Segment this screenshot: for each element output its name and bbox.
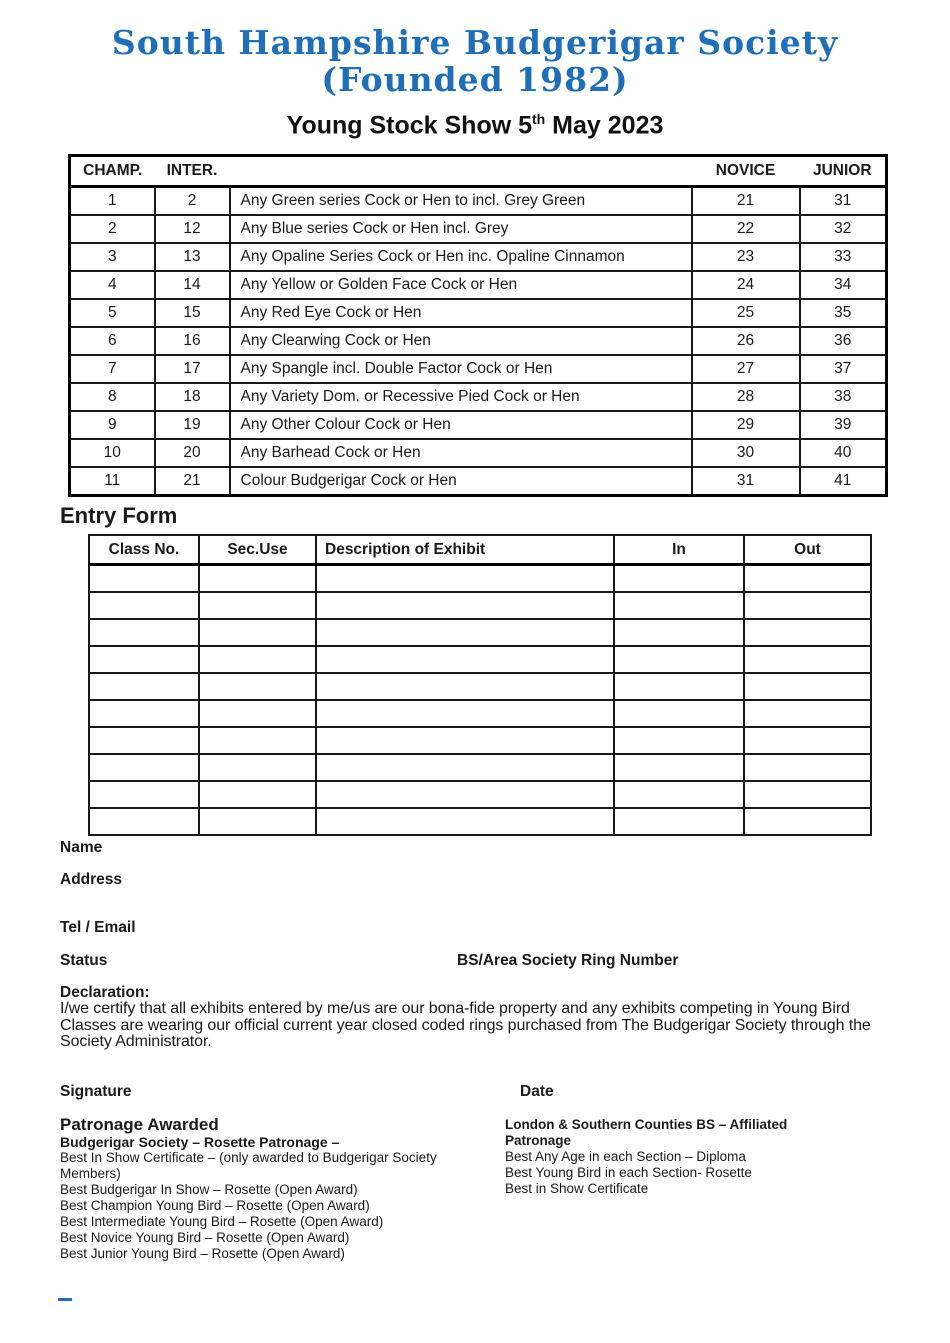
class-cell-description: Any Other Colour Cock or Hen <box>230 411 692 439</box>
show-title-suffix: May 2023 <box>545 111 664 140</box>
class-cell-junior: 31 <box>800 187 887 216</box>
class-cell-novice: 28 <box>692 383 800 411</box>
class-cell-description: Any Yellow or Golden Face Cock or Hen <box>230 271 692 299</box>
show-title <box>60 105 890 139</box>
patronage-item: Best in Show Certificate <box>505 1180 649 1196</box>
class-cell-description: Any Green series Cock or Hen to incl. Grey Green <box>230 187 692 216</box>
show-title-prefix: Young Stock Show 5 <box>286 111 533 140</box>
class-cell-inter: 20 <box>155 439 230 467</box>
class-cell-inter: 15 <box>155 299 230 327</box>
entry-row <box>89 673 871 700</box>
entry-cell[interactable] <box>614 727 744 754</box>
entry-cell[interactable] <box>744 754 871 781</box>
lscbs-patronage-heading: London & Southern Counties BS – Affiliated Patronage <box>505 1116 788 1148</box>
class-cell-junior: 35 <box>800 299 887 327</box>
class-cell-junior: 34 <box>800 271 887 299</box>
entry-cell[interactable] <box>614 808 744 835</box>
entry-row <box>89 754 871 781</box>
entry-cell[interactable] <box>89 673 199 700</box>
bs-rosette-patronage-subheading: Budgerigar Society – Rosette Patronage – <box>60 1133 340 1150</box>
entry-cell[interactable] <box>199 754 316 781</box>
class-cell-junior: 41 <box>800 467 887 496</box>
entry-cell[interactable] <box>316 781 614 808</box>
entry-table-header-row <box>89 535 871 565</box>
date-field-label: Date <box>520 1082 554 1100</box>
patronage-item: Best In Show Certificate – (only awarded to Budgerigar Society Members) <box>60 1149 437 1181</box>
society-title-line1: South Hampshire Budgerigar Society <box>111 23 839 62</box>
patronage-awarded-heading: Patronage Awarded <box>60 1114 219 1134</box>
class-cell-description: Any Clearwing Cock or Hen <box>230 327 692 355</box>
class-cell-inter: 2 <box>155 187 230 216</box>
col-header-description <box>230 156 692 187</box>
class-row <box>70 187 887 216</box>
class-row <box>70 411 887 439</box>
declaration-heading: Declaration: <box>60 984 150 1002</box>
entry-cell[interactable] <box>199 565 316 593</box>
col-header-inter: INTER. <box>166 162 218 180</box>
class-cell-champ: 7 <box>70 355 155 383</box>
society-title-line2: (Founded 1982) <box>321 60 629 99</box>
class-cell-junior: 40 <box>800 439 887 467</box>
entry-cell[interactable] <box>89 592 199 619</box>
entry-cell[interactable] <box>316 565 614 593</box>
class-table-header-row <box>70 156 887 187</box>
class-cell-champ: 6 <box>70 327 155 355</box>
entry-col-header: Class No. <box>89 535 199 565</box>
class-cell-junior: 38 <box>800 383 887 411</box>
patronage-item: Best Young Bird in each Section- Rosette <box>505 1164 752 1180</box>
class-cell-inter: 16 <box>155 327 230 355</box>
entry-cell[interactable] <box>89 808 199 835</box>
entry-cell[interactable] <box>199 781 316 808</box>
patronage-item: Best Any Age in each Section – Diploma <box>505 1148 746 1164</box>
class-schedule-table <box>68 154 888 497</box>
col-header-champ: CHAMP. <box>83 162 143 180</box>
lscbs-patronage-list <box>505 1149 845 1197</box>
class-cell-description: Colour Budgerigar Cock or Hen <box>230 467 692 496</box>
declaration-body: I/we certify that all exhibits entered by me/us are our bona-fide property and any exhibits competing in Young Bird Classes are wearing our official current year closed coded rings purchased from The Budgerigar Society through the Society Administrator. <box>60 1000 871 1051</box>
entry-row <box>89 565 871 593</box>
class-cell-inter: 18 <box>155 383 230 411</box>
entry-cell[interactable] <box>316 754 614 781</box>
entry-cell[interactable] <box>744 646 871 673</box>
class-cell-champ: 2 <box>70 215 155 243</box>
entry-row <box>89 700 871 727</box>
class-cell-novice: 29 <box>692 411 800 439</box>
entry-form-heading: Entry Form <box>60 503 178 529</box>
entry-cell[interactable] <box>199 673 316 700</box>
entry-row <box>89 781 871 808</box>
class-cell-novice: 26 <box>692 327 800 355</box>
patronage-item: Best Champion Young Bird – Rosette (Open Award) <box>60 1197 370 1213</box>
document-header <box>60 24 890 139</box>
entry-cell[interactable] <box>199 700 316 727</box>
class-cell-inter: 17 <box>155 355 230 383</box>
entry-cell[interactable] <box>744 673 871 700</box>
class-cell-junior: 36 <box>800 327 887 355</box>
class-cell-description: Any Barhead Cock or Hen <box>230 439 692 467</box>
class-cell-junior: 39 <box>800 411 887 439</box>
entry-cell[interactable] <box>614 754 744 781</box>
class-cell-novice: 21 <box>692 187 800 216</box>
entry-cell[interactable] <box>199 646 316 673</box>
bs-patronage-list <box>60 1150 445 1262</box>
entry-cell[interactable] <box>199 592 316 619</box>
patronage-left-column <box>60 1115 505 1262</box>
class-row <box>70 355 887 383</box>
class-row <box>70 299 887 327</box>
class-cell-champ: 3 <box>70 243 155 271</box>
entry-cell[interactable] <box>316 700 614 727</box>
ring-number-field-label: BS/Area Society Ring Number <box>457 952 679 970</box>
class-row <box>70 327 887 355</box>
entry-cell[interactable] <box>89 781 199 808</box>
class-cell-inter: 12 <box>155 215 230 243</box>
name-field-label: Name <box>60 839 103 857</box>
class-cell-champ: 5 <box>70 299 155 327</box>
tel-email-field-label: Tel / Email <box>60 919 136 937</box>
signature-row <box>60 1083 890 1102</box>
entry-cell[interactable] <box>744 565 871 593</box>
entry-cell[interactable] <box>316 727 614 754</box>
entry-cell[interactable] <box>744 727 871 754</box>
entry-cell[interactable] <box>89 700 199 727</box>
class-row <box>70 271 887 299</box>
entry-col-header: In <box>614 535 744 565</box>
class-cell-champ: 4 <box>70 271 155 299</box>
class-cell-description: Any Blue series Cock or Hen incl. Grey <box>230 215 692 243</box>
entry-cell[interactable] <box>89 727 199 754</box>
class-cell-novice: 22 <box>692 215 800 243</box>
class-cell-inter: 21 <box>155 467 230 496</box>
class-cell-description: Any Opaline Series Cock or Hen inc. Opaline Cinnamon <box>230 243 692 271</box>
status-field-label: Status <box>60 952 108 970</box>
class-cell-description: Any Spangle incl. Double Factor Cock or Hen <box>230 355 692 383</box>
entry-col-header: Out <box>744 535 871 565</box>
entry-row <box>89 592 871 619</box>
patronage-item: Best Budgerigar In Show – Rosette (Open Award) <box>60 1181 358 1197</box>
class-cell-junior: 32 <box>800 215 887 243</box>
signature-field-label: Signature <box>60 1082 132 1100</box>
address-field-label: Address <box>60 871 123 889</box>
show-title-ordinal: th <box>532 111 546 127</box>
entry-cell[interactable] <box>744 700 871 727</box>
entry-row <box>89 646 871 673</box>
entry-cell[interactable] <box>316 808 614 835</box>
entry-cell[interactable] <box>89 619 199 646</box>
class-cell-novice: 25 <box>692 299 800 327</box>
entry-cell[interactable] <box>614 646 744 673</box>
entry-cell[interactable] <box>199 727 316 754</box>
class-cell-inter: 19 <box>155 411 230 439</box>
entry-row <box>89 727 871 754</box>
class-row <box>70 215 887 243</box>
entry-cell[interactable] <box>316 673 614 700</box>
class-cell-junior: 33 <box>800 243 887 271</box>
entry-cell[interactable] <box>199 619 316 646</box>
class-cell-junior: 37 <box>800 355 887 383</box>
class-cell-novice: 24 <box>692 271 800 299</box>
class-cell-inter: 14 <box>155 271 230 299</box>
patronage-item: Best Junior Young Bird – Rosette (Open Award) <box>60 1245 345 1261</box>
class-row <box>70 383 887 411</box>
status-row <box>60 952 890 970</box>
patronage-section <box>60 1115 890 1262</box>
entry-cell[interactable] <box>614 565 744 593</box>
patronage-item: Best Novice Young Bird – Rosette (Open Award) <box>60 1229 350 1245</box>
entry-cell[interactable] <box>316 592 614 619</box>
class-row <box>70 243 887 271</box>
entry-cell[interactable] <box>614 781 744 808</box>
entry-cell[interactable] <box>89 565 199 593</box>
class-cell-champ: 1 <box>70 187 155 216</box>
col-header-novice: NOVICE <box>715 162 776 180</box>
class-row <box>70 467 887 496</box>
class-cell-inter: 13 <box>155 243 230 271</box>
entry-cell[interactable] <box>744 781 871 808</box>
entry-cell[interactable] <box>199 808 316 835</box>
class-row <box>70 439 887 467</box>
entry-cell[interactable] <box>744 619 871 646</box>
class-cell-novice: 23 <box>692 243 800 271</box>
entry-cell[interactable] <box>89 754 199 781</box>
col-header-junior: JUNIOR <box>812 162 872 180</box>
entry-cell[interactable] <box>614 700 744 727</box>
entry-form-table <box>88 534 872 836</box>
class-cell-champ: 10 <box>70 439 155 467</box>
entry-col-header: Description of Exhibit <box>316 535 614 565</box>
class-cell-champ: 9 <box>70 411 155 439</box>
class-cell-novice: 27 <box>692 355 800 383</box>
class-cell-description: Any Red Eye Cock or Hen <box>230 299 692 327</box>
class-cell-description: Any Variety Dom. or Recessive Pied Cock or Hen <box>230 383 692 411</box>
class-cell-champ: 11 <box>70 467 155 496</box>
page-footer-mark <box>58 1298 72 1301</box>
entry-cell[interactable] <box>614 619 744 646</box>
patronage-right-column <box>505 1115 845 1262</box>
entry-cell[interactable] <box>316 646 614 673</box>
entry-col-header: Sec.Use <box>199 535 316 565</box>
entry-row <box>89 808 871 835</box>
entry-cell[interactable] <box>614 592 744 619</box>
class-cell-novice: 30 <box>692 439 800 467</box>
entry-cell[interactable] <box>316 619 614 646</box>
entry-cell[interactable] <box>89 646 199 673</box>
entry-cell[interactable] <box>744 592 871 619</box>
patronage-item: Best Intermediate Young Bird – Rosette (Open Award) <box>60 1213 384 1229</box>
class-cell-novice: 31 <box>692 467 800 496</box>
class-cell-champ: 8 <box>70 383 155 411</box>
entry-row <box>89 619 871 646</box>
entry-cell[interactable] <box>744 808 871 835</box>
entry-cell[interactable] <box>614 673 744 700</box>
